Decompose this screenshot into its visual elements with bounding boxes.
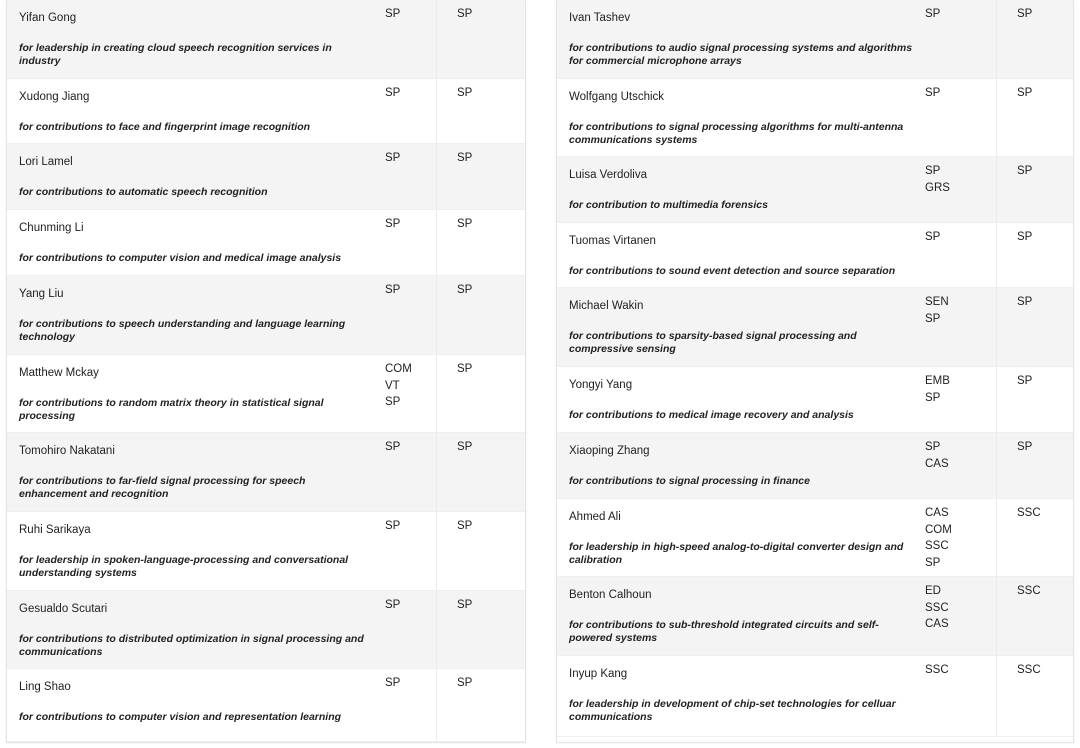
societies-cell (380, 512, 436, 590)
fellow-name: Tuomas Virtanen (569, 235, 656, 247)
fellow-citation: for contributions to computer vision and medical image analysis (19, 252, 342, 264)
fellow-row (7, 355, 525, 433)
evaluating-section-cell (436, 433, 525, 511)
fellow-name: Chunming Li (19, 222, 84, 234)
societies-cell (380, 591, 436, 668)
fellow-citation: for contributions to sparsity-based signal processing and compressive sensing (569, 330, 857, 355)
society-code: SP (385, 677, 401, 689)
fellows-table-left (6, 0, 526, 743)
evaluating-section-cell (996, 157, 1073, 222)
society-code: SP (385, 520, 401, 532)
society-code: COM (925, 523, 952, 536)
fellow-name: Wolfgang Utschick (569, 91, 665, 103)
section-code: SP (457, 599, 473, 611)
society-code: SP (385, 396, 401, 408)
fellow-info-cell (7, 512, 380, 590)
society-code: SP (385, 152, 401, 164)
society-code: CAS (925, 507, 949, 519)
section-code: SP (457, 441, 473, 453)
fellow-row (7, 0, 525, 79)
fellow-row (557, 79, 1073, 157)
section-code: SP (1017, 296, 1033, 308)
fellow-row (7, 669, 525, 742)
fellow-info-cell (7, 591, 380, 668)
fellow-citation: for leadership in creating cloud speech recognition services in industry (19, 42, 332, 67)
societies-cell (920, 79, 996, 156)
section-code: SP (1017, 441, 1033, 453)
society-code: SP (385, 599, 401, 611)
section-code: SP (457, 87, 473, 99)
societies-cell (920, 223, 996, 287)
section-code: SP (1017, 375, 1033, 387)
fellow-row (557, 577, 1073, 656)
fellow-name: Ling Shao (19, 681, 71, 693)
fellow-info-cell (7, 276, 380, 354)
evaluating-section-cell (996, 577, 1073, 655)
society-code: SP (925, 165, 941, 177)
section-code: SP (1017, 87, 1033, 99)
societies-cell (380, 433, 436, 511)
section-code: SSC (1017, 507, 1041, 519)
fellow-name: Yongyi Yang (569, 379, 633, 391)
society-code: SP (925, 556, 941, 569)
fellow-citation: for contributions to automatic speech recognition (19, 186, 268, 198)
section-code: SP (1017, 8, 1033, 20)
fellow-info-cell (557, 0, 920, 78)
fellow-row (557, 223, 1073, 288)
fellow-row (7, 591, 525, 669)
fellow-citation: for contributions to random matrix theory in statistical signal processing (19, 397, 324, 422)
section-code: SP (457, 8, 473, 20)
societies-cell (920, 288, 996, 366)
society-code: SP (925, 231, 941, 243)
evaluating-section-cell (996, 288, 1073, 366)
evaluating-section-cell (436, 512, 525, 590)
evaluating-section-cell (996, 79, 1073, 156)
fellow-citation: for contributions to sub-threshold integrated circuits and self-powered systems (569, 619, 879, 644)
fellow-name: Yang Liu (19, 288, 64, 300)
section-code: SP (1017, 231, 1033, 243)
fellow-citation: for contributions to medical image recovery and analysis (569, 409, 854, 421)
fellow-citation: for contribution to multimedia forensics (569, 199, 768, 211)
fellow-name: Gesualdo Scutari (19, 603, 108, 615)
societies-cell (920, 656, 996, 736)
societies-cell (920, 433, 996, 498)
fellow-citation: for contributions to audio signal processing systems and algorithms for commercial microphone arrays (569, 42, 913, 67)
evaluating-section-cell (996, 499, 1073, 576)
fellow-name: Inyup Kang (569, 668, 628, 680)
fellow-name: Tomohiro Nakatani (19, 445, 115, 457)
evaluating-section-cell (436, 0, 525, 78)
fellow-name: Xudong Jiang (19, 91, 90, 103)
fellow-info-cell (557, 157, 920, 222)
evaluating-section-cell (996, 656, 1073, 736)
evaluating-section-cell (436, 591, 525, 668)
societies-cell (380, 144, 436, 209)
fellow-row (557, 499, 1073, 577)
fellow-row (7, 144, 525, 210)
fellow-citation: for contributions to sound event detection and source separation (569, 265, 896, 277)
society-code: SP (385, 87, 401, 99)
fellow-name: Lori Lamel (19, 156, 73, 168)
section-code: SSC (1017, 664, 1041, 676)
fellow-name: Ruhi Sarikaya (19, 524, 91, 536)
societies-cell (380, 355, 436, 432)
fellow-info-cell (557, 367, 920, 432)
fellow-info-cell (557, 577, 920, 655)
fellow-row (557, 0, 1073, 79)
section-code: SP (457, 520, 473, 532)
society-code: GRS (925, 181, 950, 194)
fellow-row (7, 210, 525, 276)
evaluating-section-cell (436, 210, 525, 275)
fellow-info-cell (557, 79, 920, 156)
society-code: ED (925, 585, 941, 597)
society-code: CAS (925, 457, 949, 470)
society-code: EMB (925, 375, 950, 387)
society-code: SSC (925, 664, 949, 676)
section-code: SP (457, 284, 473, 296)
fellow-name: Ivan Tashev (569, 12, 631, 24)
fellow-citation: for contributions to computer vision and representation learning (19, 711, 342, 723)
evaluating-section-cell (996, 0, 1073, 78)
evaluating-section-cell (996, 433, 1073, 498)
society-code: SP (925, 391, 941, 404)
evaluating-section-cell (436, 355, 525, 432)
fellow-info-cell (7, 0, 380, 78)
fellow-info-cell (557, 223, 920, 287)
society-code: SP (925, 312, 941, 325)
section-code: SP (457, 363, 473, 375)
society-code: SEN (925, 296, 949, 308)
society-code: SP (385, 218, 401, 230)
fellow-row (7, 79, 525, 144)
fellow-name: Yifan Gong (19, 12, 77, 24)
society-code: SP (925, 441, 941, 453)
section-code: SP (457, 218, 473, 230)
fellow-citation: for contributions to distributed optimization in signal processing and communications (19, 633, 364, 658)
fellow-row (557, 288, 1073, 367)
fellow-info-cell (7, 210, 380, 275)
fellow-info-cell (557, 288, 920, 366)
fellow-info-cell (557, 656, 920, 736)
fellow-row (7, 276, 525, 355)
fellows-table-right (556, 0, 1074, 743)
section-code: SP (1017, 165, 1033, 177)
fellow-name: Michael Wakin (569, 300, 644, 312)
society-code: SP (925, 8, 941, 20)
societies-cell (380, 0, 436, 78)
evaluating-section-cell (436, 669, 525, 741)
fellow-citation: for contributions to far-field signal processing for speech enhancement and recognition (19, 475, 306, 500)
fellow-name: Benton Calhoun (569, 589, 652, 601)
society-code: SP (385, 441, 401, 453)
societies-cell (920, 157, 996, 222)
fellow-row (7, 433, 525, 512)
evaluating-section-cell (436, 144, 525, 209)
fellow-citation: for contributions to signal processing algorithms for multi-antenna communications systems (569, 121, 904, 146)
fellow-name: Ahmed Ali (569, 511, 621, 523)
fellow-citation: for leadership in high-speed analog-to-digital converter design and calibration (569, 541, 904, 566)
section-code: SP (457, 677, 473, 689)
fellow-row (557, 433, 1073, 499)
society-code: VT (385, 379, 400, 392)
fellow-name: Xiaoping Zhang (569, 445, 650, 457)
societies-cell (920, 367, 996, 432)
society-code: SP (385, 8, 401, 20)
fellow-info-cell (7, 79, 380, 143)
evaluating-section-cell (996, 367, 1073, 432)
society-code: CAS (925, 618, 949, 630)
fellow-citation: for contributions to speech understanding and language learning technology (19, 318, 346, 343)
fellow-row (7, 512, 525, 591)
fellow-citation: for leadership in development of chip-set technologies for celluar communications (569, 698, 896, 723)
fellow-name: Luisa Verdoliva (569, 169, 647, 181)
society-code: SP (385, 284, 401, 296)
fellow-info-cell (7, 144, 380, 209)
evaluating-section-cell (996, 223, 1073, 287)
society-code: SSC (925, 601, 949, 614)
fellow-row (557, 157, 1073, 223)
fellow-info-cell (557, 499, 920, 576)
society-code: COM (385, 363, 412, 375)
evaluating-section-cell (436, 79, 525, 143)
society-code: SSC (925, 540, 949, 552)
society-code: SP (925, 87, 941, 99)
section-code: SSC (1017, 585, 1041, 597)
fellow-citation: for contributions to face and fingerprint image recognition (19, 121, 311, 133)
evaluating-section-cell (436, 276, 525, 354)
fellow-info-cell (7, 355, 380, 432)
fellow-row (557, 656, 1073, 737)
societies-cell (920, 577, 996, 655)
fellow-citation: for leadership in spoken-language-processing and conversational understanding systems (19, 554, 349, 579)
fellow-citation: for contributions to signal processing in finance (569, 475, 810, 487)
fellow-info-cell (7, 669, 380, 741)
societies-cell (380, 669, 436, 741)
societies-cell (920, 499, 996, 576)
section-code: SP (457, 152, 473, 164)
fellow-info-cell (7, 433, 380, 511)
fellow-name: Matthew Mckay (19, 367, 99, 379)
societies-cell (380, 276, 436, 354)
societies-cell (380, 210, 436, 275)
fellow-row (557, 367, 1073, 433)
fellow-info-cell (557, 433, 920, 498)
societies-cell (920, 0, 996, 78)
societies-cell (380, 79, 436, 143)
